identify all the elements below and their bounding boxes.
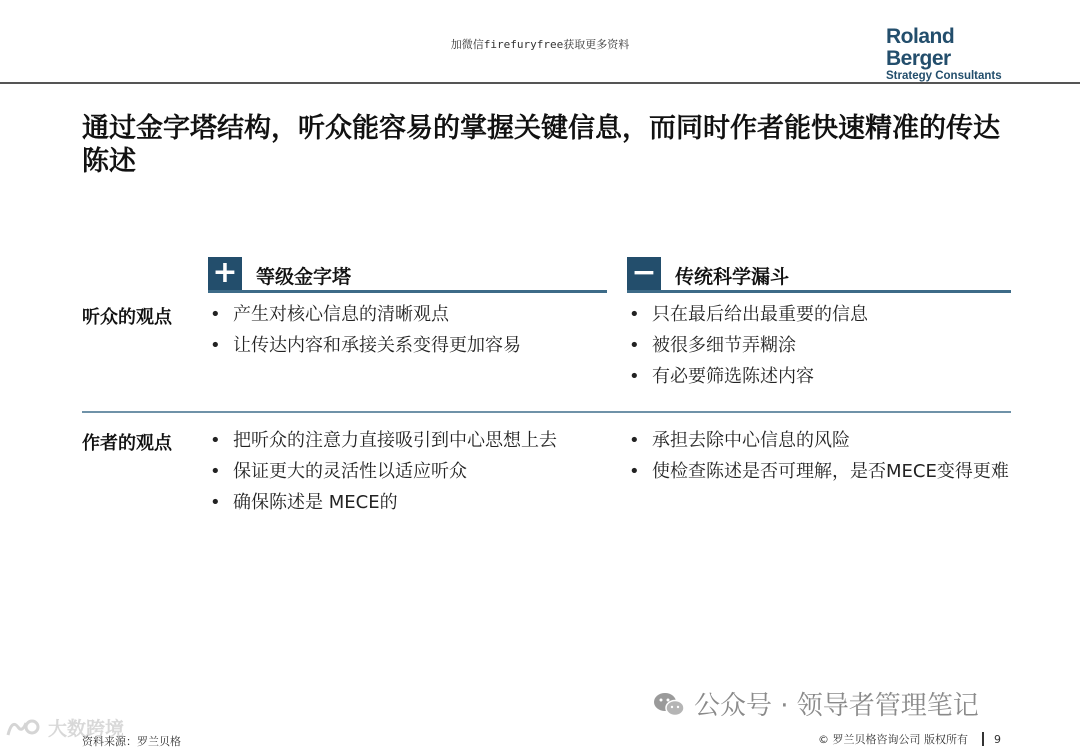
list-item: • 有必要筛选陈述内容 (627, 364, 1011, 390)
logo-name: Roland Berger (886, 25, 955, 70)
wechat-watermark-text: 公众号 · 领导者管理笔记 (694, 691, 979, 721)
row-label-author: 作者的观点 (82, 433, 172, 454)
brand-mark-icon (4, 715, 44, 741)
column-header-funnel (627, 257, 1011, 293)
author-funnel-list (627, 428, 1011, 490)
list-item: • 被很多细节弄糊涂 (627, 333, 1011, 359)
list-item: • 产生对核心信息的清晰观点 (208, 302, 608, 328)
audience-funnel-list (627, 302, 1011, 395)
copyright-text: © 罗兰贝格咨询公司 版权所有 (818, 733, 968, 746)
wechat-icon (652, 690, 686, 718)
footer-right (818, 731, 1001, 747)
column-header-pyramid (208, 257, 607, 293)
row-label-audience: 听众的观点 (82, 307, 172, 328)
logo-subtitle: Strategy Consultants (886, 70, 1002, 82)
list-item: • 承担去除中心信息的风险 (627, 428, 1011, 454)
audience-pyramid-list (208, 302, 608, 364)
list-item: • 确保陈述是 MECE的 (208, 490, 613, 516)
row-divider (82, 411, 1011, 413)
column-label-pyramid: 等级金字塔 (256, 266, 352, 288)
slide-title: 通过金字塔结构，听众能容易的掌握关键信息，而同时作者能快速精准的传达陈述 (82, 113, 1000, 177)
corner-watermark-text: 大数跨境 (48, 718, 125, 740)
list-item: • 使检查陈述是否可理解，是否MECE变得更难 (627, 459, 1011, 485)
column-label-funnel: 传统科学漏斗 (675, 266, 790, 288)
minus-icon: − (627, 257, 661, 291)
list-item: • 让传达内容和承接关系变得更加容易 (208, 333, 608, 359)
page-number: 9 (994, 732, 1001, 746)
list-item: • 只在最后给出最重要的信息 (627, 302, 1011, 328)
roland-berger-logo (886, 26, 1016, 83)
list-item: • 保证更大的灵活性以适应听众 (208, 459, 613, 485)
author-pyramid-list (208, 428, 613, 521)
column-underline (208, 290, 607, 293)
source-note: 资料来源：罗兰贝格 (82, 735, 181, 748)
list-item: • 把听众的注意力直接吸引到中心思想上去 (208, 428, 613, 454)
footer-separator (982, 732, 984, 746)
header-note: 加微信firefuryfree获取更多资料 (450, 38, 630, 51)
wechat-watermark (652, 685, 979, 722)
plus-icon: + (208, 257, 242, 291)
column-underline (627, 290, 1011, 293)
header-divider (0, 82, 1080, 84)
